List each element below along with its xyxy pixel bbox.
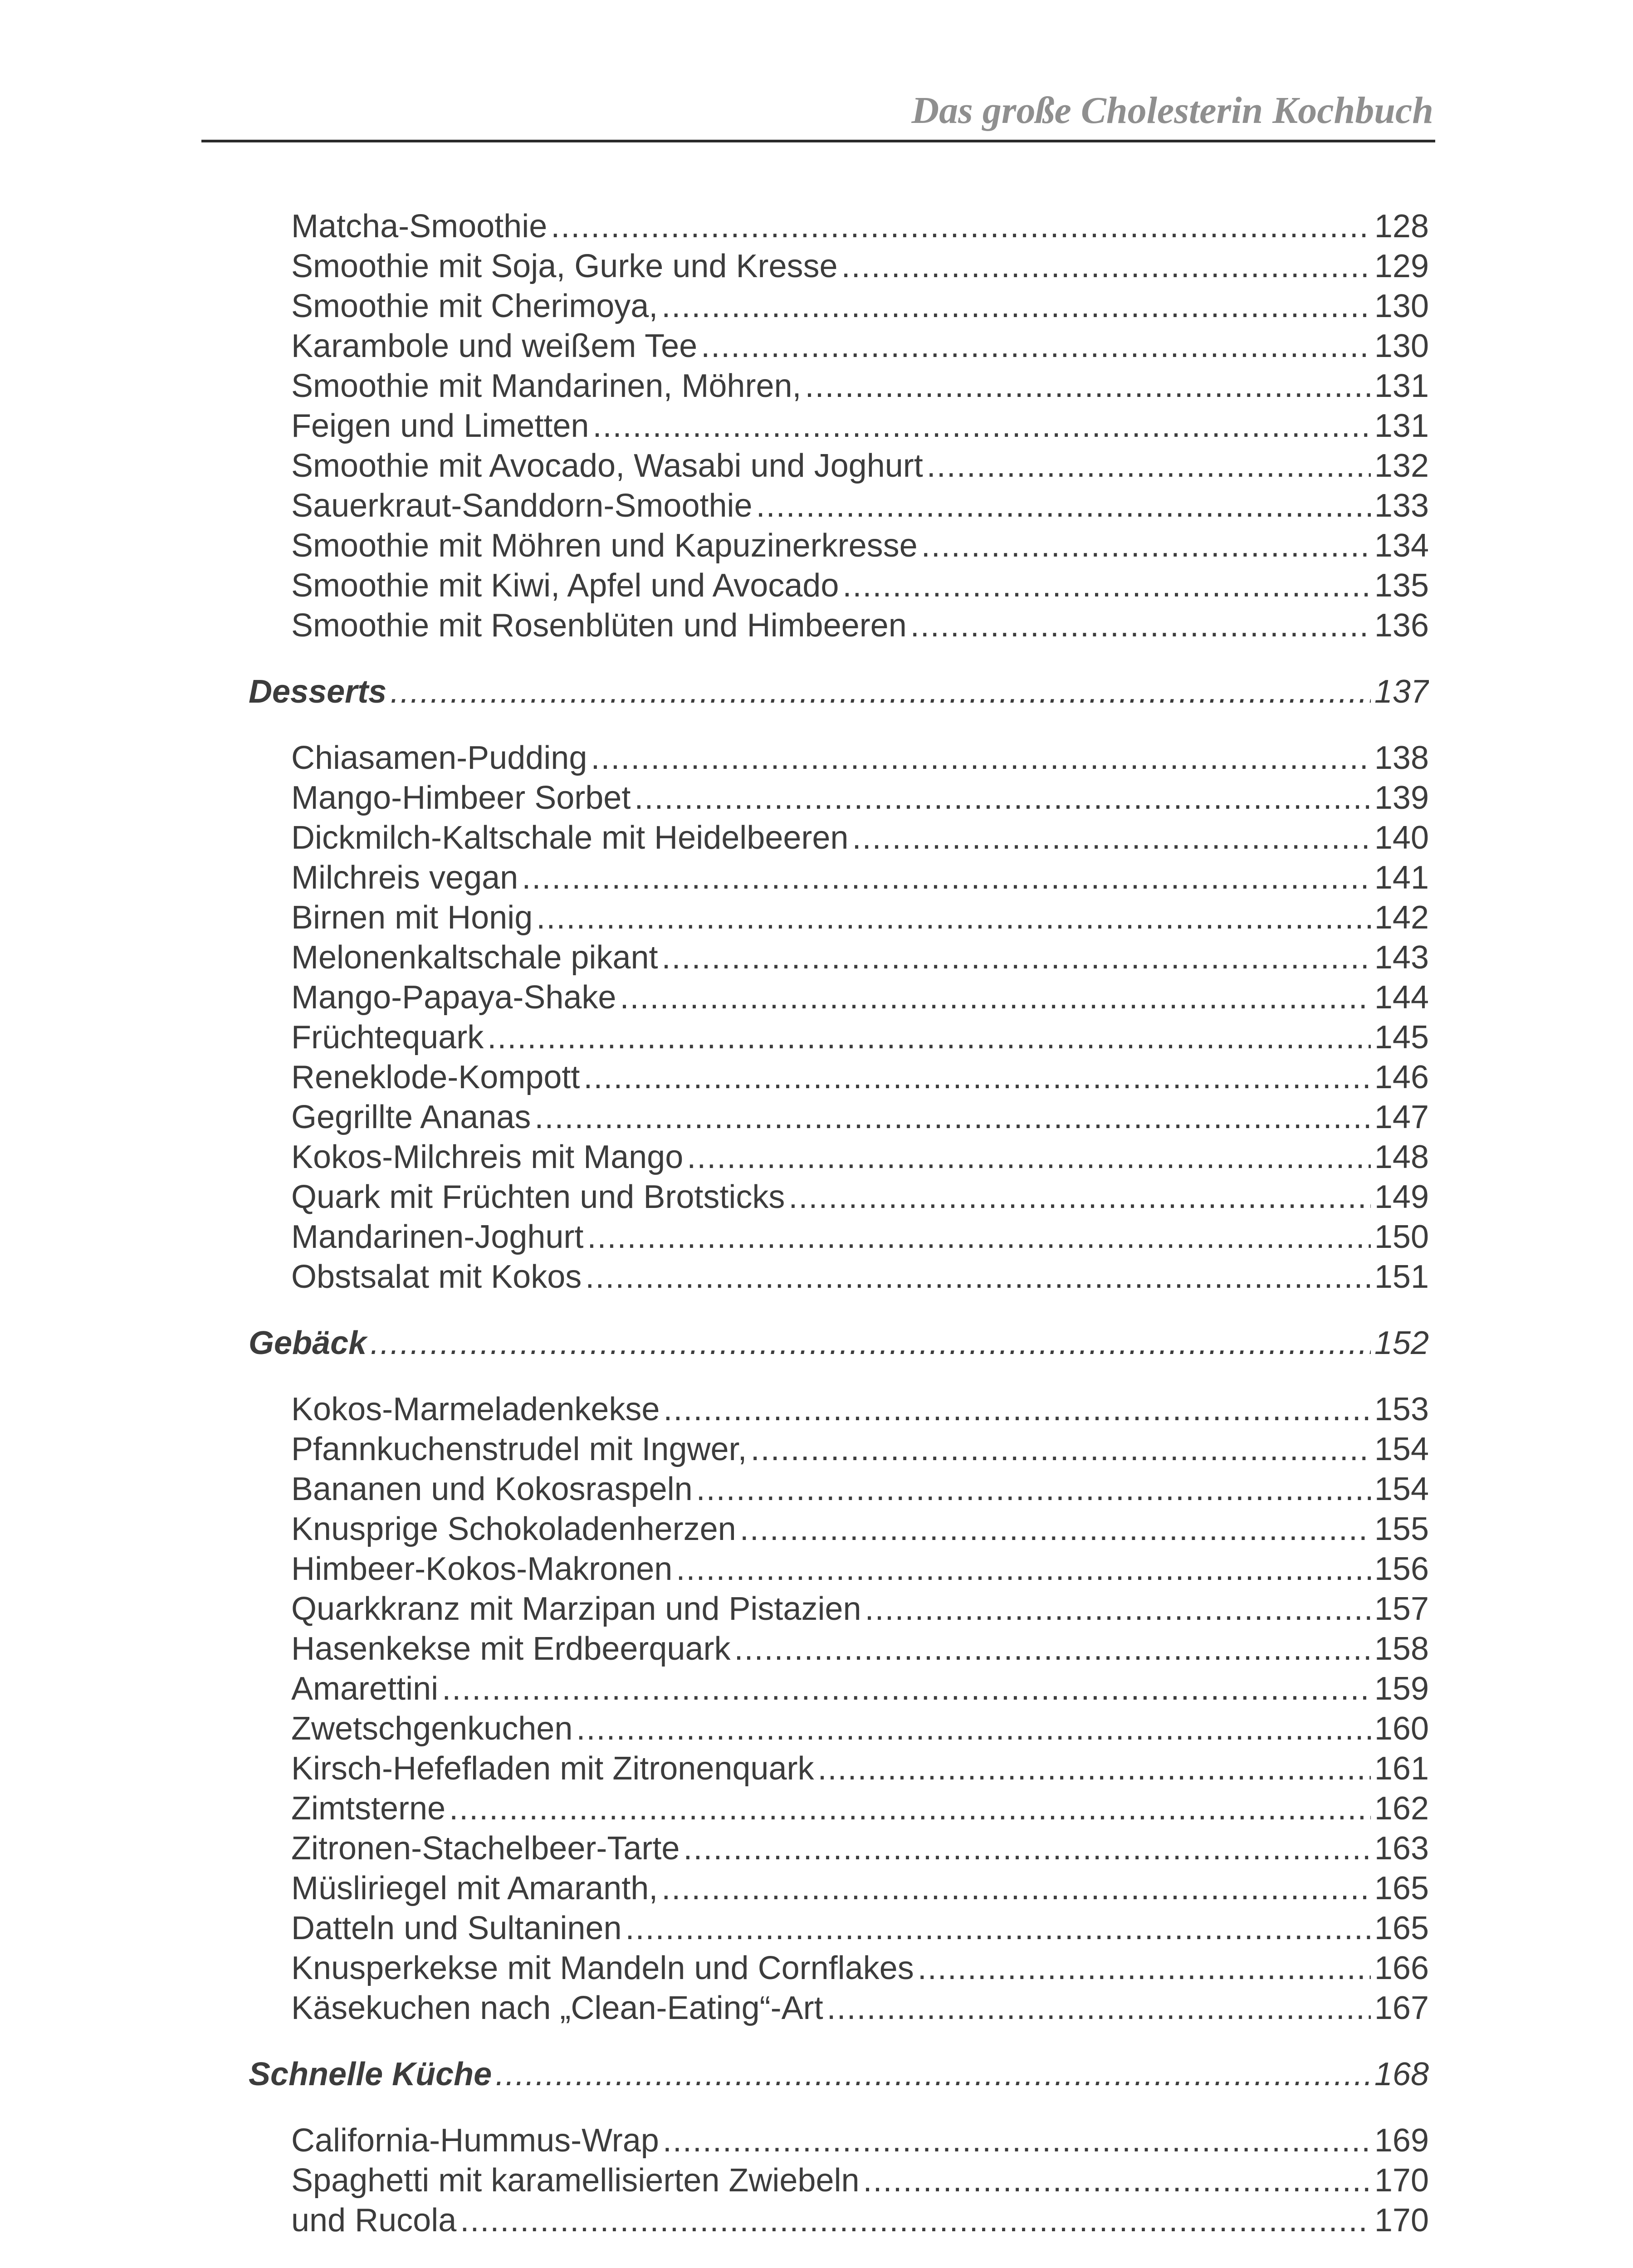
toc-page-number: 155 — [1374, 1511, 1429, 1547]
toc-entry — [291, 1669, 1429, 1709]
dot-leader — [756, 486, 1371, 526]
dot-leader — [661, 286, 1371, 326]
dot-leader — [661, 1868, 1371, 1908]
toc-entry — [291, 286, 1429, 326]
toc-entry — [291, 1549, 1429, 1589]
header-rule — [201, 140, 1435, 142]
dot-leader — [662, 938, 1371, 978]
toc-page-number: 135 — [1374, 567, 1429, 604]
toc-page-number: 143 — [1374, 939, 1429, 976]
toc-entry-title: Müsliriegel mit Amaranth, — [291, 1870, 658, 1906]
toc-page-number: 163 — [1374, 1830, 1429, 1867]
toc-entry — [291, 1789, 1429, 1828]
toc-entry-title: Quarkkranz mit Marzipan und Pistazien — [291, 1591, 861, 1627]
toc-entry-title: Amarettini — [291, 1671, 439, 1707]
toc-entry — [291, 1137, 1429, 1177]
toc-page-number: 159 — [1374, 1671, 1429, 1707]
toc-page-number: 129 — [1374, 248, 1429, 284]
toc-entry-title: Feigen und Limetten — [291, 408, 589, 444]
toc-page-number: 147 — [1374, 1099, 1429, 1135]
toc-entry — [291, 526, 1429, 566]
toc-entry-title: Käsekuchen nach „Clean-Eating“-Art — [291, 1990, 823, 2026]
dot-leader — [591, 738, 1370, 778]
toc-page-number: 152 — [1374, 1325, 1429, 1361]
toc-section-title: Desserts — [249, 674, 387, 710]
toc-entry-title: Smoothie mit Avocado, Wasabi und Joghurt — [291, 448, 923, 484]
toc-entry — [291, 1908, 1429, 1948]
toc-page-number: 150 — [1374, 1219, 1429, 1255]
toc-entry — [291, 2160, 1429, 2200]
toc-entry — [291, 206, 1429, 246]
dot-leader — [587, 1217, 1370, 1257]
toc-page-number: 140 — [1374, 820, 1429, 856]
toc-page-number: 130 — [1374, 288, 1429, 324]
toc-entry — [291, 326, 1429, 366]
toc-page-number: 149 — [1374, 1179, 1429, 1215]
toc-page-number: 136 — [1374, 607, 1429, 644]
toc-entry — [291, 566, 1429, 606]
dot-leader — [620, 978, 1370, 1017]
toc-entry — [291, 1868, 1429, 1908]
toc-page-number: 130 — [1374, 328, 1429, 364]
dot-leader — [918, 1948, 1371, 1988]
dot-leader — [683, 1828, 1370, 1868]
dot-leader — [921, 526, 1371, 566]
toc-entry — [291, 1988, 1429, 2028]
dot-leader — [788, 1177, 1370, 1217]
dot-leader — [576, 1709, 1370, 1749]
toc-entry — [291, 2121, 1429, 2160]
toc-page-number: 151 — [1374, 1259, 1429, 1295]
toc-entry — [291, 818, 1429, 858]
toc-page-number: 145 — [1374, 1019, 1429, 1056]
dot-leader — [865, 1589, 1371, 1629]
toc-page-number: 158 — [1374, 1631, 1429, 1667]
toc-page-number: 131 — [1374, 368, 1429, 404]
toc-section — [249, 2054, 1429, 2094]
toc-section-title: Schnelle Küche — [249, 2056, 492, 2092]
running-header-title: Das große Cholesterin Kochbuch — [911, 89, 1433, 132]
toc-entry — [291, 1057, 1429, 1097]
toc-entry-title: Kokos-Milchreis mit Mango — [291, 1139, 684, 1175]
dot-leader — [449, 1789, 1371, 1828]
toc-entry-title: und Rucola — [291, 2202, 457, 2239]
toc-page-number: 132 — [1374, 448, 1429, 484]
toc-entry — [291, 1389, 1429, 1429]
toc-page-number: 167 — [1374, 1990, 1429, 2026]
toc-page-number: 137 — [1374, 674, 1429, 710]
toc-entry — [291, 2200, 1429, 2240]
dot-leader — [634, 778, 1371, 818]
toc-entry — [291, 938, 1429, 978]
toc-entry-title: Datteln und Sultaninen — [291, 1910, 622, 1946]
toc-entry-title: California-Hummus-Wrap — [291, 2122, 659, 2159]
toc-page-number: 141 — [1374, 860, 1429, 896]
toc-entry-title: Smoothie mit Soja, Gurke und Kresse — [291, 248, 838, 284]
toc-section — [249, 672, 1429, 712]
dot-leader — [534, 1097, 1371, 1137]
toc-page-number: 168 — [1374, 2056, 1429, 2092]
dot-leader — [442, 1669, 1371, 1709]
toc-entry — [291, 446, 1429, 486]
toc-page-number: 131 — [1374, 408, 1429, 444]
toc-entry-title: Smoothie mit Möhren und Kapuzinerkresse — [291, 528, 918, 564]
toc-page-number: 157 — [1374, 1591, 1429, 1627]
dot-leader — [626, 1908, 1371, 1948]
toc-section — [249, 1323, 1429, 1363]
toc-entry — [291, 1177, 1429, 1217]
dot-leader — [805, 366, 1371, 406]
toc-entry-title: Zimtsterne — [291, 1790, 446, 1827]
dot-leader — [842, 566, 1370, 606]
toc-entry — [291, 606, 1429, 645]
toc-page-number: 139 — [1374, 780, 1429, 816]
dot-leader — [827, 1988, 1371, 2028]
dot-leader — [536, 898, 1371, 938]
dot-leader — [818, 1749, 1371, 1789]
dot-leader — [495, 2054, 1371, 2094]
dot-leader — [522, 858, 1371, 898]
dot-leader — [585, 1257, 1371, 1297]
toc-entry-title: Quark mit Früchten und Brotsticks — [291, 1179, 785, 1215]
toc-entry — [291, 1469, 1429, 1509]
toc-entry — [291, 1017, 1429, 1057]
dot-leader — [663, 1389, 1371, 1429]
toc-page-number: 165 — [1374, 1910, 1429, 1946]
toc-entry-title: Smoothie mit Rosenblüten und Himbeeren — [291, 607, 907, 644]
toc-entry — [291, 1709, 1429, 1749]
toc-entry-title: Smoothie mit Kiwi, Apfel und Avocado — [291, 567, 839, 604]
toc-entry-title: Sauerkraut-Sanddorn-Smoothie — [291, 488, 753, 524]
toc-entry-title: Pfannkuchenstrudel mit Ingwer, — [291, 1431, 747, 1467]
dot-leader — [740, 1509, 1371, 1549]
toc-page-number: 166 — [1374, 1950, 1429, 1986]
dot-leader — [551, 206, 1371, 246]
toc-entry-title: Hasenkekse mit Erdbeerquark — [291, 1631, 731, 1667]
toc-page-number: 148 — [1374, 1139, 1429, 1175]
dot-leader — [663, 2121, 1371, 2160]
toc-entry — [291, 1509, 1429, 1549]
toc-entry-title: Früchtequark — [291, 1019, 484, 1056]
toc-entry — [291, 1629, 1429, 1669]
toc-entry — [291, 366, 1429, 406]
toc-entry-title: Gegrillte Ananas — [291, 1099, 531, 1135]
toc-page-number: 128 — [1374, 208, 1429, 244]
toc-entry — [291, 246, 1429, 286]
dot-leader — [852, 818, 1370, 858]
toc-page-number: 133 — [1374, 488, 1429, 524]
toc-page-number: 170 — [1374, 2162, 1429, 2199]
toc-page-number: 162 — [1374, 1790, 1429, 1827]
toc-entry — [291, 406, 1429, 446]
toc-page-number: 138 — [1374, 740, 1429, 776]
dot-leader — [676, 1549, 1371, 1589]
toc-page-number: 156 — [1374, 1551, 1429, 1587]
dot-leader — [487, 1017, 1371, 1057]
toc-entry-title: Knusperkekse mit Mandeln und Cornflakes — [291, 1950, 914, 1986]
toc-entry-title: Himbeer-Kokos-Makronen — [291, 1551, 673, 1587]
dot-leader — [696, 1469, 1371, 1509]
toc-entry-title: Mango-Papaya-Shake — [291, 979, 616, 1016]
toc-entry-title: Milchreis vegan — [291, 860, 518, 896]
toc-entry — [291, 1097, 1429, 1137]
dot-leader — [841, 246, 1371, 286]
toc-entry-title: Kirsch-Hefefladen mit Zitronenquark — [291, 1750, 814, 1787]
toc-entry-title: Dickmilch-Kaltschale mit Heidelbeeren — [291, 820, 849, 856]
dot-leader — [701, 326, 1371, 366]
toc-entry — [291, 1828, 1429, 1868]
toc-entry-title: Reneklode-Kompott — [291, 1059, 580, 1095]
toc-entry-title: Zitronen-Stachelbeer-Tarte — [291, 1830, 680, 1867]
dot-leader — [583, 1057, 1370, 1097]
toc-entry — [291, 898, 1429, 938]
toc-page-number: 170 — [1374, 2202, 1429, 2239]
toc-entry-title: Smoothie mit Cherimoya, — [291, 288, 658, 324]
toc-entry-title: Zwetschgenkuchen — [291, 1711, 573, 1747]
toc-entry — [291, 1948, 1429, 1988]
toc-entry — [291, 1217, 1429, 1257]
toc-entry-title: Spaghetti mit karamellisierten Zwiebeln — [291, 2162, 860, 2199]
toc-page-number: 160 — [1374, 1711, 1429, 1747]
toc-page-number: 154 — [1374, 1431, 1429, 1467]
toc-page-number: 142 — [1374, 899, 1429, 936]
toc-entry-title: Mandarinen-Joghurt — [291, 1219, 584, 1255]
toc-entry-title: Knusprige Schokoladenherzen — [291, 1511, 736, 1547]
toc-entry — [291, 1589, 1429, 1629]
dot-leader — [751, 1429, 1371, 1469]
toc-entry-title: Bananen und Kokosraspeln — [291, 1471, 693, 1507]
toc-entry-title: Obstsalat mit Kokos — [291, 1259, 582, 1295]
toc-entry-title: Birnen mit Honig — [291, 899, 533, 936]
toc-section-title: Gebäck — [249, 1325, 367, 1361]
toc-entry — [291, 1749, 1429, 1789]
toc-page-number: 153 — [1374, 1391, 1429, 1427]
toc-entry — [291, 1257, 1429, 1297]
dot-leader — [592, 406, 1370, 446]
toc-entry — [291, 1429, 1429, 1469]
dot-leader — [734, 1629, 1370, 1669]
toc-page-number: 134 — [1374, 528, 1429, 564]
toc-entry — [291, 738, 1429, 778]
toc-entry-title: Mango-Himbeer Sorbet — [291, 780, 631, 816]
toc-entry-title: Matcha-Smoothie — [291, 208, 548, 244]
dot-leader — [863, 2160, 1371, 2200]
toc-entry — [291, 858, 1429, 898]
toc-entry — [291, 978, 1429, 1017]
dot-leader — [687, 1137, 1371, 1177]
dot-leader — [390, 672, 1371, 712]
toc-page-number: 144 — [1374, 979, 1429, 1016]
dot-leader — [460, 2200, 1371, 2240]
dot-leader — [927, 446, 1371, 486]
toc-page-number: 165 — [1374, 1870, 1429, 1906]
toc-page-number: 161 — [1374, 1750, 1429, 1787]
toc-entry-title: Karambole und weißem Tee — [291, 328, 698, 364]
toc-page-number: 146 — [1374, 1059, 1429, 1095]
toc-entry-title: Chiasamen-Pudding — [291, 740, 587, 776]
dot-leader — [910, 606, 1371, 645]
toc-entry-title: Melonenkaltschale pikant — [291, 939, 658, 976]
toc-entry-title: Smoothie mit Mandarinen, Möhren, — [291, 368, 802, 404]
toc-page-number: 154 — [1374, 1471, 1429, 1507]
dot-leader — [370, 1323, 1371, 1363]
toc-entry-title: Kokos-Marmeladenkekse — [291, 1391, 660, 1427]
toc-page-number: 169 — [1374, 2122, 1429, 2159]
toc-entry — [291, 778, 1429, 818]
toc-entry — [291, 486, 1429, 526]
